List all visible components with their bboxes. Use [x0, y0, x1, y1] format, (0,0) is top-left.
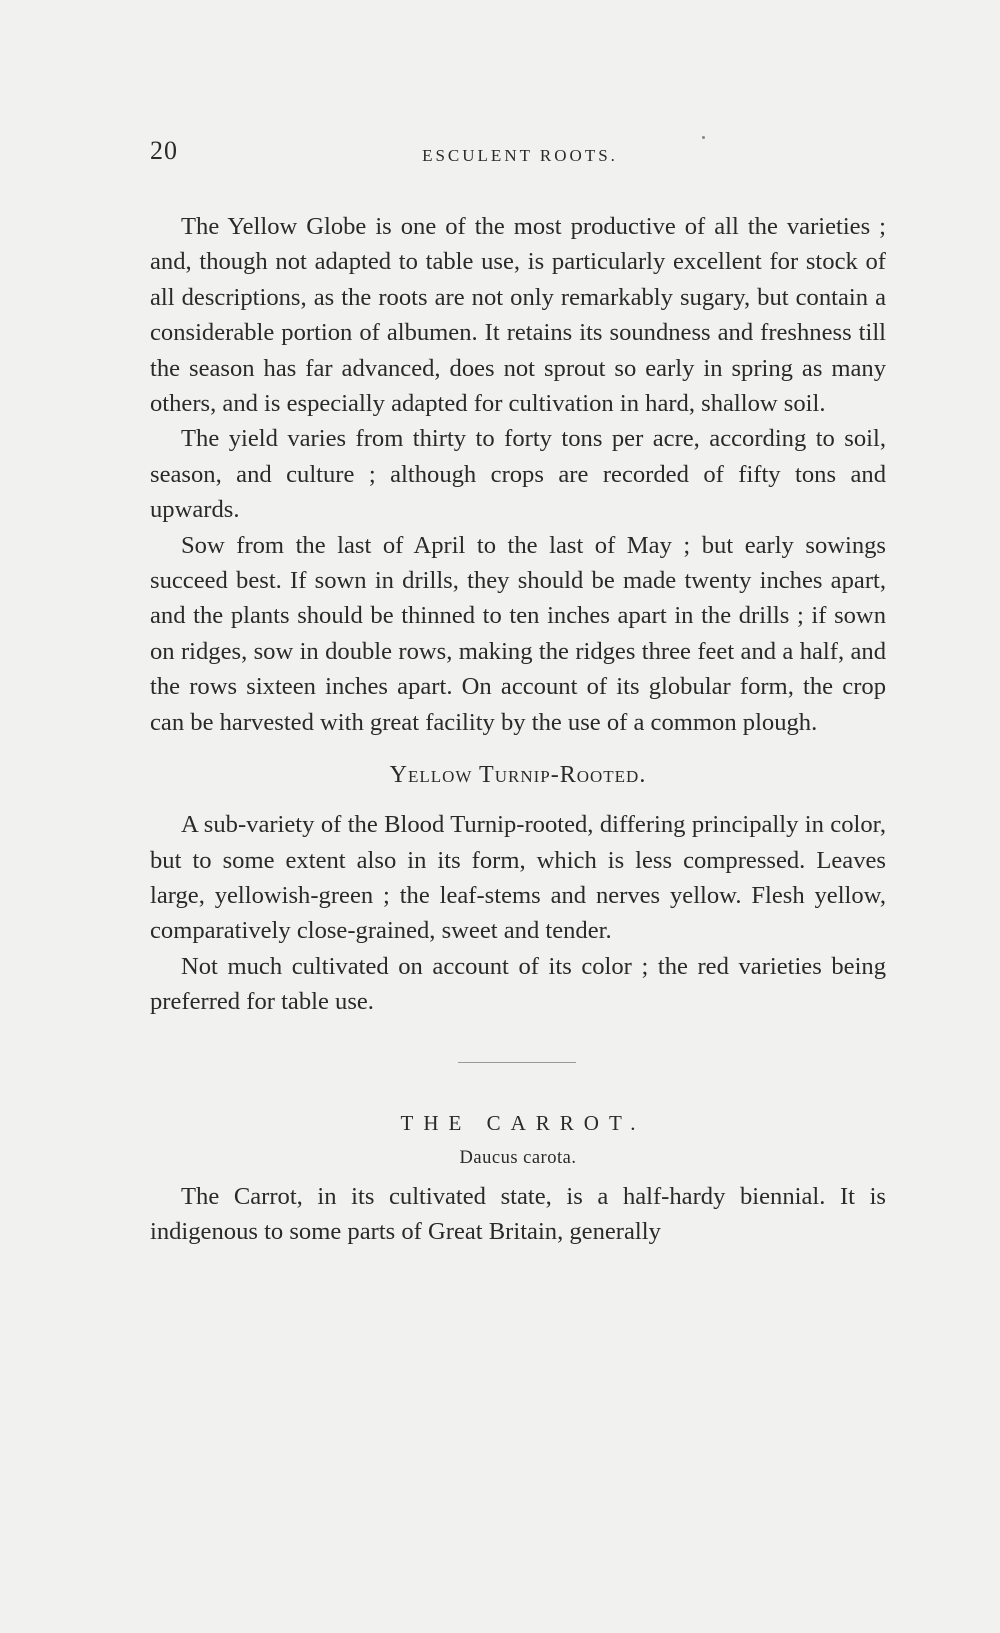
page-header: [150, 136, 890, 176]
section-heading: Yellow Turnip-Rooted.: [389, 762, 647, 789]
page-number: 20: [150, 136, 178, 165]
paragraph-yield: The yield varies from thirty to forty tons per acre, according to soil, season, and culture ; although crops are recorded of fifty tons and upwards.: [150, 425, 886, 524]
paragraph-yellow-globe: The Yellow Globe is one of the most productive of all the varieties ; and, though not adapted to table use, is particularly excellent for stock of all descriptions, as the roots are not only remarkably sugary, but contain a considerable portion of albumen. It retains its soundness and freshness till the season has far advanced, does not sprout so early in spring as many others, and is especially adapted for cultivation in hard, shallow soil.: [150, 213, 886, 418]
paragraph-carrot-intro: The Carrot, in its cultivated state, is a half-hardy biennial. It is indigenous to some parts of Great Britain, generally: [150, 1182, 886, 1245]
paragraph-sub-variety: A sub-variety of the Blood Turnip-rooted, differing principally in color, but to some extent also in its form, which is less compressed. Leaves large, yellowish-green ; the leaf-stems and nerves yellow. Flesh yellow, comparatively close-grained, sweet and tender.: [150, 811, 886, 945]
body-text: [150, 209, 886, 1249]
section-divider: [150, 1020, 886, 1090]
chapter-title: THE CARROT.: [400, 1110, 646, 1135]
botanical-name: Daucus carota.: [459, 1147, 577, 1168]
running-head: ESCULENT ROOTS.: [422, 146, 618, 165]
paragraph-sowing: Sow from the last of April to the last of May ; but early sowings succeed best. If sown in drills, they should be made twenty inches apart, and the plants should be thinned to ten inches apart in the drills ; if sown on ridges, sow in double rows, making the ridges three feet and a half, and the rows sixteen inches apart. On account of its globular form, the crop can be harvested with great facility by the use of a common plough.: [150, 531, 886, 736]
divider-rule: [458, 1062, 576, 1063]
paper-speck: [702, 136, 705, 139]
paragraph-cultivation: Not much cultivated on account of its color ; the red varieties being preferred for table use.: [150, 952, 886, 1016]
